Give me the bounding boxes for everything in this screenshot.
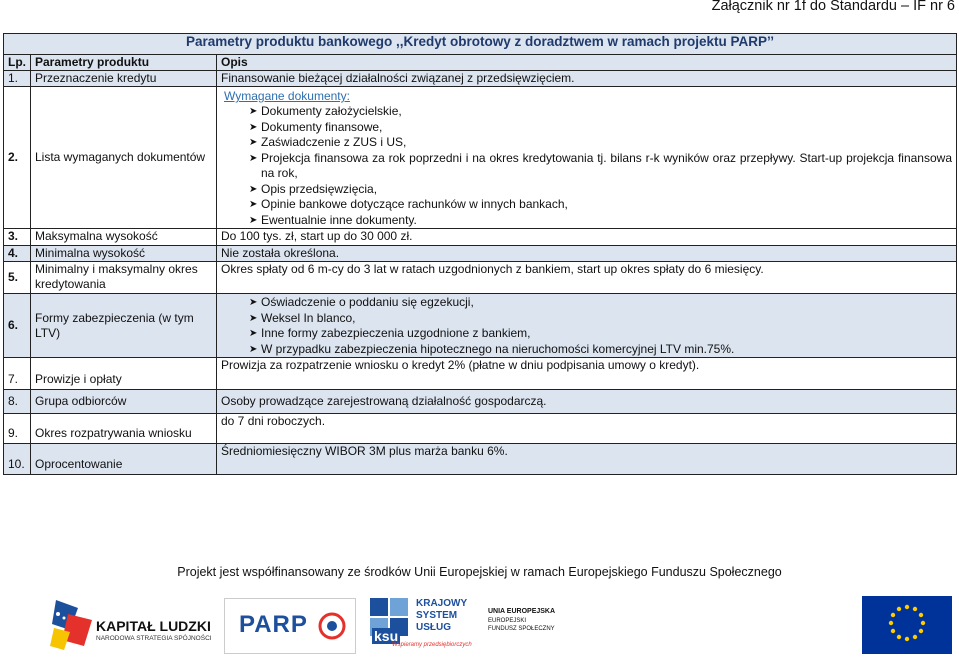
kapital-ludzki-logo — [48, 594, 212, 656]
col-param: Parametry produktu — [31, 55, 217, 71]
kl-title: KAPITAŁ LUDZKI — [96, 618, 211, 634]
kl-subtitle: NARODOWA STRATEGIA SPÓJNOŚCI — [96, 635, 212, 642]
list-item: ➤ Dokumenty finansowe, — [249, 119, 383, 134]
arrow-bullet-icon: ➤ — [249, 199, 258, 210]
list-item: ➤ Ewentualnie inne dokumenty. — [249, 212, 417, 227]
table-row: 1. Przeznaczenie kredytu Finansowanie bieżącej działalności związanej z przedsięwzięciem. — [4, 71, 957, 87]
ksu-abbr: ksu — [374, 628, 399, 644]
list-item: ➤ Opinie bankowe dotyczące rachunków w innych bankach, — [249, 197, 568, 211]
table-row: 5. Minimalny i maksymalny okres kredytowania Okres spłaty od 6 m-cy do 3 lat w ratach uzgodnionych z bankiem, start up okres spłaty do 6 miesięcy. — [4, 262, 957, 294]
table-row: 4. Minimalna wysokość Nie została określona. — [4, 246, 957, 262]
arrow-bullet-icon: ➤ — [249, 214, 258, 226]
table-row: 9. Okres rozpatrywania wniosku do 7 dni roboczych. — [4, 414, 957, 444]
required-docs-heading: Wymagane dokumenty: — [224, 89, 350, 103]
arrow-bullet-icon: ➤ — [249, 343, 258, 355]
ksu-line-2: SYSTEM — [416, 610, 458, 621]
parp-logo — [224, 598, 356, 654]
arrow-bullet-icon: ➤ — [249, 312, 258, 324]
list-item: ➤ Zaświadczenie z ZUS i US, — [249, 135, 407, 149]
eu-flag-icon — [862, 596, 952, 654]
arrow-bullet-icon: ➤ — [249, 328, 258, 339]
parp-text: PARP — [239, 611, 308, 638]
table-row: 2. Lista wymaganych dokumentów Wymagane dokumenty: ➤ Dokumenty założycielskie, ➤ Dokumenty finansowe, ➤ Zaświadczenie z ZUS i US, ➤ Projekcja finansowa za rok poprzedni i na okres kredytowania tj. bilans r-k wyników oraz przepływy. Start-up projekcja finansowa na rok, ➤ Opis przedsięwzięcia, ➤ Opinie bankowe dotyczące rachunków w innych bankach, ➤ Ewentualnie inne dokumenty. — [4, 87, 957, 229]
table-title-row — [4, 34, 957, 55]
arrow-bullet-icon: ➤ — [249, 152, 258, 164]
col-desc: Opis — [217, 55, 957, 71]
table-row: 10. Oprocentowanie Średniomiesięczny WIBOR 3M plus marża banku 6%. — [4, 444, 957, 475]
product-parameters-table — [3, 33, 957, 475]
kapital-ludzki-emblem-icon — [48, 594, 98, 656]
eu-line-2: EUROPEJSKI — [488, 618, 527, 624]
list-item: ➤ W przypadku zabezpieczenia hipotecznego na nieruchomości komercyjnej LTV min.75%. — [249, 341, 735, 356]
attachment-label: Załącznik nr 1f do Standardu – IF nr 6 — [711, 0, 955, 14]
ksu-logo — [368, 594, 472, 654]
list-item: ➤ Dokumenty założycielskie, — [249, 104, 402, 118]
arrow-bullet-icon: ➤ — [249, 297, 258, 308]
cofinancing-note: Projekt jest współfinansowany ze środków Unii Europejskiej w ramach Europejskiego Funduszu Społecznego — [177, 565, 782, 579]
table-row: 6. Formy zabezpieczenia (w tym LTV) ➤ Oświadczenie o poddaniu się egzekucji, ➤ Weksel In blanco, ➤ Inne formy zabezpieczenia uzgodnione z bankiem, ➤ W przypadku zabezpieczenia hipotecznego na nieruchomości komercyjnej LTV min.75%. — [4, 294, 957, 358]
table-row: 3. Maksymalna wysokość Do 100 tys. zł, start up do 30 000 zł. — [4, 229, 957, 246]
arrow-bullet-icon: ➤ — [249, 121, 258, 133]
table-row: 7. Prowizje i opłaty Prowizja za rozpatrzenie wniosku o kredyt 2% (płatne w dniu podpisania umowy o kredyt). — [4, 358, 957, 390]
eu-logo — [488, 596, 588, 652]
collateral-list — [221, 295, 952, 357]
list-item: ➤ Opis przedsięwzięcia, — [249, 181, 378, 196]
arrow-bullet-icon: ➤ — [249, 137, 258, 148]
arrow-bullet-icon: ➤ — [249, 106, 258, 117]
ksu-line-3: USŁUG — [416, 622, 451, 633]
ksu-tagline: Wspieramy przedsiębiorczych — [392, 642, 472, 648]
list-item: ➤ Inne formy zabezpieczenia uzgodnione z bankiem, — [249, 326, 531, 340]
ksu-line-1: KRAJOWY — [416, 598, 468, 609]
eu-line-3: FUNDUSZ SPOŁECZNY — [488, 626, 555, 632]
logo-bar — [0, 590, 959, 659]
table-header-row — [4, 55, 957, 71]
required-docs-list — [221, 104, 952, 228]
arrow-bullet-icon: ➤ — [249, 183, 258, 195]
list-item: ➤ Projekcja finansowa za rok poprzedni i na okres kredytowania tj. bilans r-k wyników oraz przepływy. Start-up projekcja finansowa na rok, — [249, 150, 952, 180]
table-title: Parametry produktu bankowego ,,Kredyt obrotowy z doradztwem w ramach projektu PARP’’ — [4, 34, 957, 55]
parp-emblem-icon — [317, 611, 347, 641]
list-item: ➤ Weksel In blanco, — [249, 310, 356, 325]
list-item: ➤ Oświadczenie o poddaniu się egzekucji, — [249, 295, 474, 309]
col-lp: Lp. — [4, 55, 31, 71]
eu-line-1: UNIA EUROPEJSKA — [488, 608, 556, 615]
table-row: 8. Grupa odbiorców Osoby prowadzące zarejestrowaną działalność gospodarczą. — [4, 390, 957, 414]
